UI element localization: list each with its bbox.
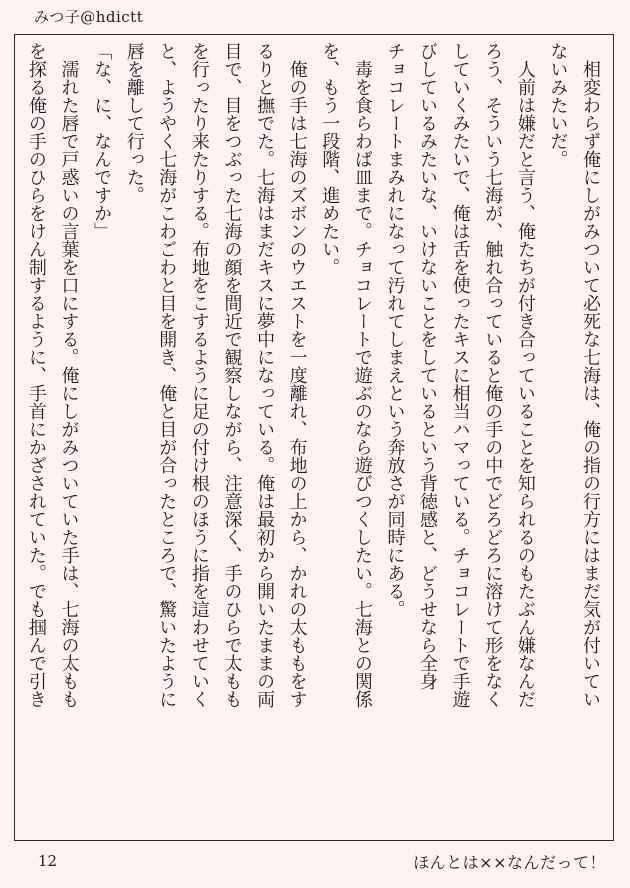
- text-line: ろう、そういう七海が、触れ合っていると俺の手の中でどろどろに溶けて形をなく: [482, 42, 504, 708]
- text-line: チョコレートまみれになって汚れてしまえという奔放さが同時にある。: [384, 42, 406, 618]
- text-line: 「な、に、なんですか」: [91, 42, 113, 240]
- text-line: 濡れた唇で戸惑いの言葉を口にする。俺にしがみついていた手は、七海の太もも: [58, 42, 80, 708]
- text-line: を行ったり来たりする。布地をこするように足の付け根のほうに指を這わせていく: [188, 42, 210, 708]
- text-line: と、ようやく七海がこわごわと目を開き、俺と目が合ったところで、驚いたように: [156, 42, 178, 708]
- text-line: るりと撫でた。七海はまだキスに夢中になっている。俺は最初から開いたままの両: [254, 42, 276, 708]
- page-number: 12: [38, 852, 58, 870]
- text-line: ないみたいだ。: [547, 42, 569, 168]
- text-line: 俺の手は七海のズボンのウエストを一度離れ、布地の上から、かれの太ももをす: [286, 42, 308, 708]
- text-line: 毒を食らわば皿まで。チョコレートで遊ぶのなら遊びつくしたい。七海との関係: [351, 42, 373, 708]
- text-line: びしているみたいな、いけないことをしているという背徳感と、どうせなら全身: [417, 42, 439, 690]
- author-handle: みつ子@hdictt: [34, 8, 144, 26]
- running-title: ほんとは××なんだって！: [413, 853, 606, 872]
- text-line: 目で、目をつぶった七海の顔を間近で観察しながら、注意深く、手のひらで太もも: [221, 42, 243, 708]
- text-line: を探る俺の手のひらをけん制するように、手首にかざされていた。でも掴んで引き: [25, 42, 47, 708]
- text-line: を、もう一段階、進めたい。: [319, 42, 341, 276]
- text-line: していくみたいで、俺は舌を使ったキスに相当ハマっている。チョコレートで手遊: [449, 42, 471, 708]
- text-line: 人前は嫌だと言う、俺たちが付き合っていることを知られるのもたぶん嫌なんだ: [514, 42, 536, 708]
- text-line: 唇を離して行った。: [123, 42, 145, 204]
- text-line: 相変わらず俺にしがみついて必死な七海は、俺の指の行方にはまだ気が付いてい: [580, 42, 601, 708]
- body-text: [22, 42, 606, 834]
